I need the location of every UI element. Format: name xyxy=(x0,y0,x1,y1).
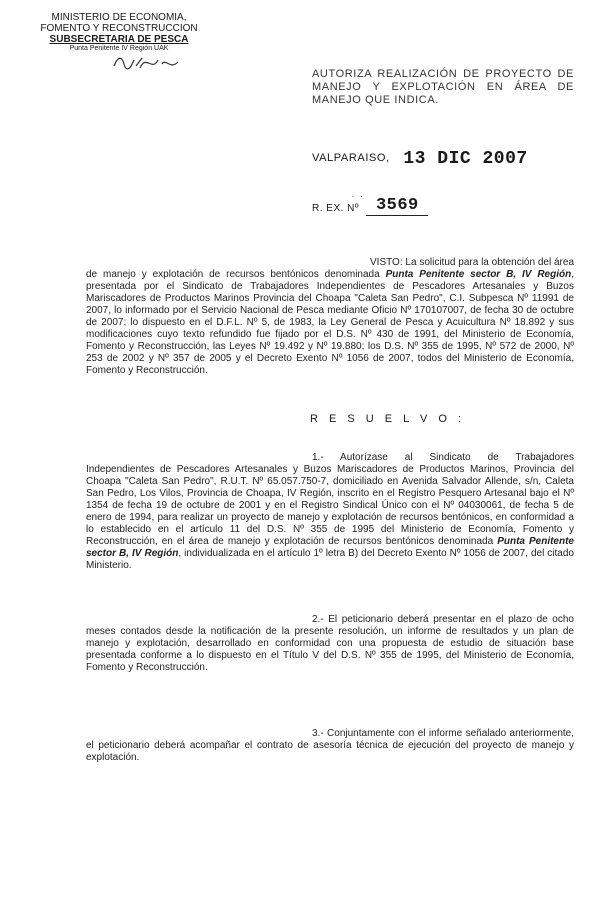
article-3: 3.- Conjuntamente con el informe señalado anteriormente, el peticionario deberá acompañar el contrato de asesoría técnica de ejecución del proyecto de manejo y explotación. xyxy=(86,728,574,763)
visto-area-name: Punta Penitente sector B, IV Región xyxy=(385,269,572,280)
article-1 xyxy=(86,452,574,572)
handwritten-initials xyxy=(112,52,182,74)
marks: . . xyxy=(352,190,365,199)
visto-intro: VISTO: La solicitud para la obtención del área de manejo y explotación de recursos bentónicos denominada xyxy=(86,257,574,280)
file-reference: Punta Penitente IV Región UAK xyxy=(69,45,169,52)
visto-rest: , presentada por el Sindicato de Trabajadores Independientes de Pescadores Artesanales y Buzos Mariscadores de Productos Marinos Provincia del Choapa "Caleta San Pedro", C.I. Subpesca Nº 11991 de 2007, lo informado por el Servicio Nacional de Pesca mediante Oficio Nº 170107007, de fecha 30 de octubre de 2007; lo dispuesto en el D.F.L. Nº 5, de 1983, la Ley General de Pesca y Acuicultura Nº 18.892 y sus modificaciones cuyo texto refundido fue fijado por el D.S. Nº 430 de 1991, del Ministerio de Economía, Fomento y Reconstrucción, las Leyes Nº 19.492 y Nº 19.880; los D.S. Nº 355 de 1995, Nº 572 de 2000, Nº 253 de 2002 y Nº 357 de 2005 y el Decreto Exento Nº 1056 de 2007, todos del Ministerio de Economía, Fomento y Reconstrucción. xyxy=(86,269,575,376)
resolution-label: R. EX. Nº xyxy=(312,203,360,214)
article-1-rest: , individualizada en el artículo 1º letra B) del Decreto Exento Nº 1056 de 2007, del citado Ministerio. xyxy=(86,548,574,571)
dateline xyxy=(312,147,528,167)
visto-paragraph xyxy=(86,257,574,377)
resolution-number-value: 3569 xyxy=(366,196,428,216)
article-2: 2.- El peticionario deberá presentar en el plazo de ocho meses contados desde la notificación de la presente resolución, un informe de resultados y un plan de manejo y explotación, desarrollado en conformidad con una propuesta de estudio de situación base presentada conforme a lo dispuesto en el Título V del D.S. Nº 355 de 1995, del Ministerio de Economía, Fomento y Reconstrucción. xyxy=(86,614,574,673)
place: VALPARAISO, xyxy=(312,152,390,164)
date-stamp: 13 DIC 2007 xyxy=(403,149,528,169)
resolution-number xyxy=(312,198,428,218)
subsecretaria-line: SUBSECRETARIA DE PESCA xyxy=(49,34,189,45)
article-1-area-name: Punta Penitente sector B, IV Región xyxy=(86,536,574,559)
resuelvo-heading: R E S U E L V O : xyxy=(310,413,466,425)
article-1-intro: 1.- Autorízase al Sindicato de Trabajadores Independientes de Pescadores Artesanales y Buzos Mariscadores de Productos Marinos, Provincia del Choapa "Caleta San Pedro", R.U.T. Nº 65.057.750-7, domiciliado en Avenida Salvador Allende, s/n, Caleta San Pedro, Los Vilos, Provincia de Choapa, IV Región, inscrito en el Registro Pesquero Artesanal bajo el Nº 1354 de fecha 19 de octubre de 2001 y en el Registro Sindical Único con el Nº 04030061, de fecha 5 de enero de 1994, para realizar un proyecto de manejo y explotación de recursos bentónicos, en conformidad a lo establecido en el artículo 11 del D.S. Nº 355 de 1995 del Ministerio de Economía, Fomento y Reconstrucción, en el área de manejo y explotación de recursos bentónicos denominada xyxy=(86,452,574,547)
ministry-line-2: FOMENTO Y RECONSTRUCCION xyxy=(40,23,198,34)
resolution-subject: AUTORIZA REALIZACIÓN DE PROYECTO DE MANEJO Y EXPLOTACIÓN EN ÁREA DE MANEJO QUE INDICA. xyxy=(312,68,574,106)
ministry-line-1: MINISTERIO DE ECONOMIA, xyxy=(51,12,187,23)
letterhead xyxy=(24,12,214,53)
